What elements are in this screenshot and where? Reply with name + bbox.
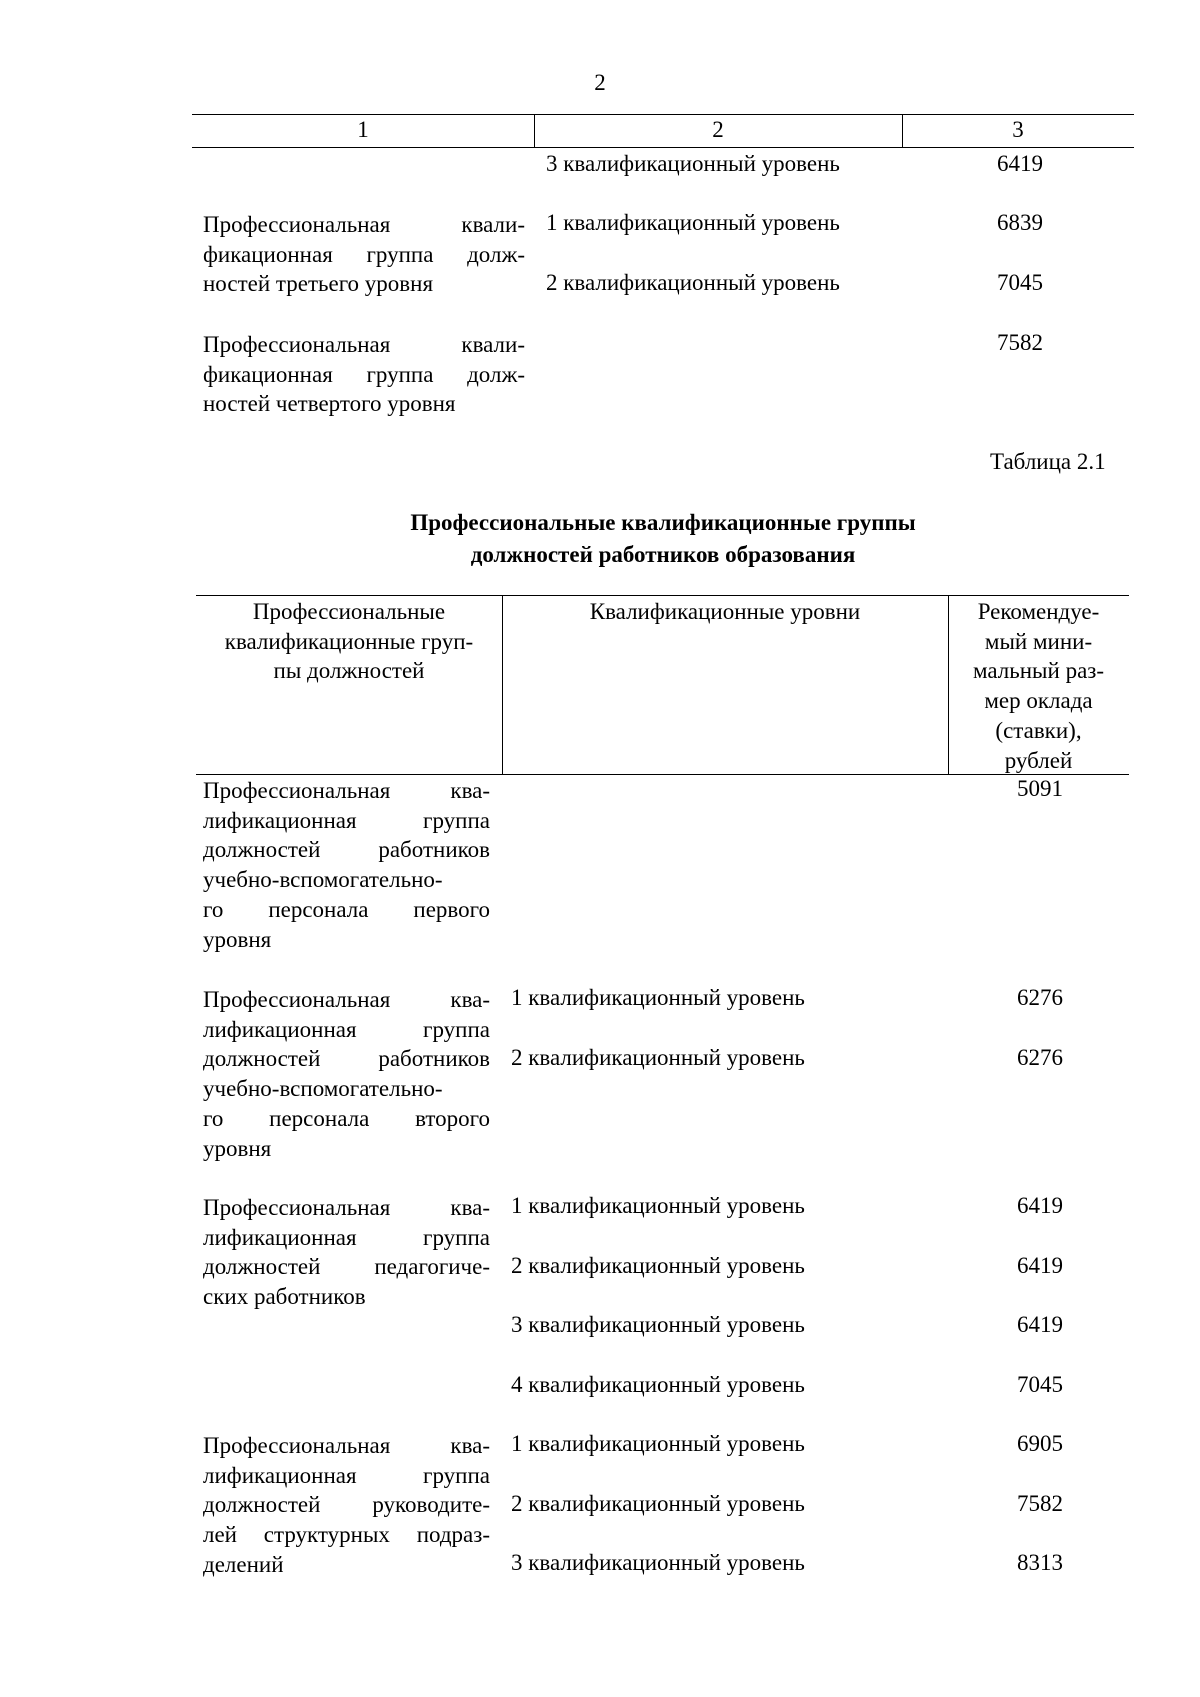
table2-level: 2 квалификационный уровень bbox=[511, 1045, 805, 1070]
table2-group-name: Профессиональная ква- лификационная группа должностей руководите- лей структурных подраз- делений bbox=[203, 1433, 490, 1577]
table2-value: 8313 bbox=[1017, 1550, 1063, 1575]
table2-value: 6276 bbox=[1017, 985, 1063, 1010]
table2-level: 3 квалификационный уровень bbox=[511, 1312, 805, 1337]
table-label: Таблица 2.1 bbox=[990, 449, 1106, 474]
table2-level: 2 квалификационный уровень bbox=[511, 1491, 805, 1516]
table2-level: 1 квалификационный уровень bbox=[511, 985, 805, 1010]
table2-group-name: Профессиональная ква- лификационная группа должностей работников учебно-вспомогательно- го персонала первого уровня bbox=[203, 778, 490, 952]
table1-level: 2 квалификационный уровень bbox=[546, 270, 840, 295]
table2-value: 6419 bbox=[1017, 1312, 1063, 1337]
table2-level: 3 квалификационный уровень bbox=[511, 1550, 805, 1575]
table1-top-rule bbox=[192, 114, 1134, 115]
table1-value: 6839 bbox=[997, 210, 1043, 235]
table1-header-rule bbox=[192, 147, 1134, 148]
table1-header-col3: 3 bbox=[1012, 117, 1024, 142]
page-number: 2 bbox=[594, 70, 606, 95]
table1-header-col2: 2 bbox=[712, 117, 724, 142]
table2-level: 2 квалификационный уровень bbox=[511, 1253, 805, 1278]
table1-level: 1 квалификационный уровень bbox=[546, 210, 840, 235]
table2-value: 6419 bbox=[1017, 1193, 1063, 1218]
table2-group-name: Профессиональная ква- лификационная группа должностей работников учебно-вспомогательно- го персонала второго уровня bbox=[203, 987, 490, 1161]
table1-header-col1: 1 bbox=[357, 117, 369, 142]
table1-group-name: Профессиональная квали- фикационная группа долж- ностей третьего уровня bbox=[203, 212, 525, 297]
table2-level: 1 квалификационный уровень bbox=[511, 1193, 805, 1218]
table2-value: 6419 bbox=[1017, 1253, 1063, 1278]
table2-value: 6276 bbox=[1017, 1045, 1063, 1070]
table-title: Профессиональные квалификационные группы должностей работников образования bbox=[410, 510, 916, 567]
table2-value: 7582 bbox=[1017, 1491, 1063, 1516]
table2-header-salary: Рекомендуе- мый мини- мальный раз- мер оклада (ставки), рублей bbox=[972, 599, 1105, 773]
table2-level: 4 квалификационный уровень bbox=[511, 1372, 805, 1397]
table2-header-groups: Профессиональные квалификационные груп- пы должностей bbox=[224, 599, 474, 684]
table1-level: 3 квалификационный уровень bbox=[546, 151, 840, 176]
table1-value: 7582 bbox=[997, 330, 1043, 355]
table2-group-name: Профессиональная ква- лификационная группа должностей педагогиче- ских работников bbox=[203, 1195, 490, 1310]
table1-value: 6419 bbox=[997, 151, 1043, 176]
table1-group-name: Профессиональная квали- фикационная группа долж- ностей четвертого уровня bbox=[203, 332, 525, 417]
table2-top-rule bbox=[196, 595, 1129, 596]
table2-level: 1 квалификационный уровень bbox=[511, 1431, 805, 1456]
table2-value: 6905 bbox=[1017, 1431, 1063, 1456]
table1-value: 7045 bbox=[997, 270, 1043, 295]
table2-value: 5091 bbox=[1017, 776, 1063, 801]
table2-value: 7045 bbox=[1017, 1372, 1063, 1397]
table2-header-levels: Квалификационные уровни bbox=[589, 599, 861, 624]
